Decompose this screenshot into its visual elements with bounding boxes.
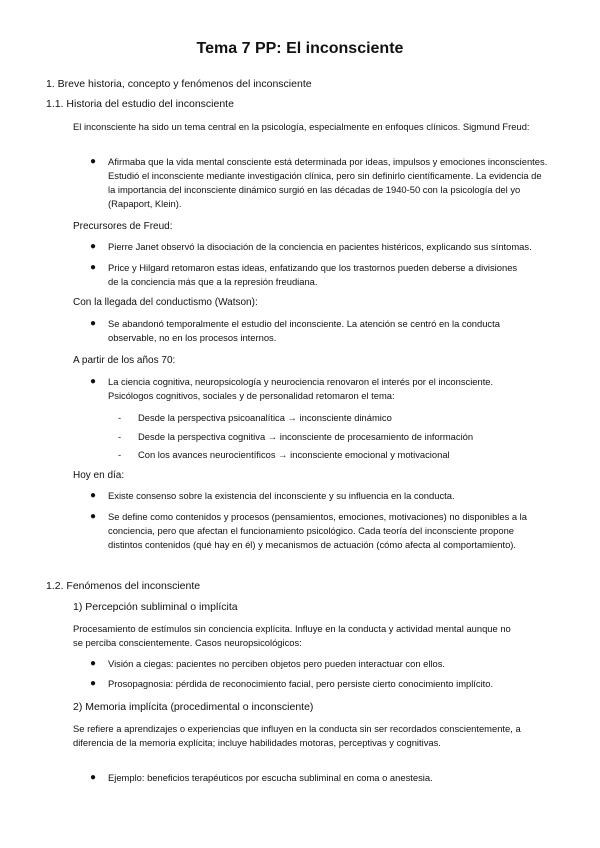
dash-item-cognitive: Desde la perspectiva cognitiva → inconsciente de procesamiento de información [138,431,474,442]
today-bullet-definition: Se define como contenidos y procesos (pensamientos, emociones, motivaciones) no disponibles a la conciencia, pero que afectan el funcionamiento psicológico. Cada teoría del inconsciente propone distintos contenidos (qué hay en él) y mecanismos de actuación (cómo afecta al comportamiento). [108,511,527,550]
section-heading-1: 1. Breve historia, concepto y fenómenos del inconsciente [46,78,312,90]
bullet-icon: ● [90,658,97,669]
bullet-icon: ● [90,376,97,387]
prosopagnosia-bullet: Prosopagnosia: pérdida de reconocimiento facial, pero persiste cierto conocimiento implícito. [108,678,494,689]
bullet-icon: ● [90,772,97,783]
subsection-heading-perception: 1) Percepción subliminal o implícita [73,601,238,613]
today-bullet-consensus: Existe consenso sobre la existencia del inconsciente y su influencia en la conducta. [108,490,455,501]
bullet-icon: ● [90,156,97,167]
subsection-heading-memory: 2) Memoria implícita (procedimental o inconsciente) [73,701,314,713]
dash-icon: - [118,449,122,460]
dash-icon: - [118,431,122,442]
dash-icon: - [118,412,122,423]
memory-paragraph: Se refiere a aprendizajes o experiencias que influyen en la conducta sin ser recordados conscientemente, a diferencia de la memoria explícita; incluye habilidades motoras, perceptivas y cognitivas. [73,723,521,748]
behaviorism-label: Con la llegada del conductismo (Watson): [73,297,258,308]
bullet-icon: ● [90,241,97,252]
janet-bullet: Pierre Janet observó la disociación de la conciencia en pacientes histéricos, explicando sus síntomas. [108,241,532,252]
bullet-icon: ● [90,262,97,273]
bullet-icon: ● [90,318,97,329]
freud-bullet: Afirmaba que la vida mental consciente está determinada por ideas, impulsos y emociones inconscientes. Estudió el inconsciente mediante investigación clínica, pero sin definirlo científicamente. La evidencia de la importancia del inconsciente dinámico surgió en las décadas de 1940-50 con la psicología del yo (Rapaport, Klein). [108,156,548,209]
bullet-icon: ● [90,678,97,689]
seventies-label: A partir de los años 70: [73,355,176,366]
today-label: Hoy en día: [73,470,125,481]
page-title: Tema 7 PP: El inconsciente [196,40,404,57]
seventies-bullet: La ciencia cognitiva, neuropsicología y neurociencia renovaron el interés por el inconsciente. Psicólogos cognitivos, sociales y de personalidad retomaron el tema: [108,376,494,401]
price-hilgard-bullet: Price y Hilgard retomaron estas ideas, enfatizando que los trastornos pueden deberse a divisiones de la conciencia más que a la represión freudiana. [108,262,518,287]
example-bullet: Ejemplo: beneficios terapéuticos por escucha subliminal en coma o anestesia. [108,772,433,783]
bullet-icon: ● [90,490,97,501]
section-heading-1-1: 1.1. Historia del estudio del inconsciente [46,98,234,110]
dash-item-neuroscience: Con los avances neurocientíficos → inconsciente emocional y motivacional [138,449,450,460]
section-heading-1-2: 1.2. Fenómenos del inconsciente [46,580,201,592]
dash-item-psychoanalytic: Desde la perspectiva psicoanalítica → inconsciente dinámico [138,412,392,423]
precursors-label: Precursores de Freud: [73,221,173,232]
intro-paragraph: El inconsciente ha sido un tema central en la psicología, especialmente en enfoques clínicos. Sigmund Freud: [73,121,530,132]
blindsight-bullet: Visión a ciegas: pacientes no perciben objetos pero pueden interactuar con ellos. [108,658,446,669]
perception-paragraph: Procesamiento de estímulos sin conciencia explícita. Influye en la conducta y actividad mental aunque no se perciba conscientemente. Casos neuropsicológicos: [73,623,511,648]
behaviorism-bullet: Se abandonó temporalmente el estudio del inconsciente. La atención se centró en la conducta observable, no en los procesos internos. [108,318,500,343]
bullet-icon: ● [90,511,97,522]
